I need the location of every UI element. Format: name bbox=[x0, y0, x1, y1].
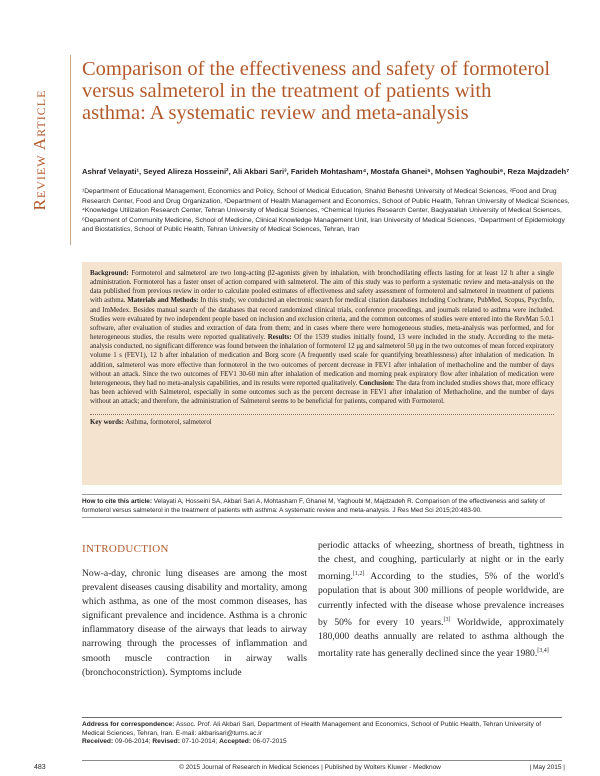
intro-text-3: Worldwide, approximately 180,000 deaths annually are related to asthma although the mortality rate has generally declined since the year 1980. bbox=[318, 616, 564, 660]
correspondence-label: Address for correspondence: bbox=[82, 721, 175, 728]
article-type-text: Review Article bbox=[30, 89, 49, 211]
dates-line: Received: 09-06-2014; Revised: 07-10-2014; Accepted: 06-07-2015 bbox=[82, 738, 287, 746]
keywords-divider bbox=[90, 414, 554, 415]
received-label: Received: bbox=[82, 738, 114, 746]
introduction-heading: INTRODUCTION bbox=[82, 543, 169, 555]
abstract-conclusion: The data from included studies shows that, more efficacy has been achieved with Salmeterol, especially in some outcomes such as the percent decrease in FEV1 after inhalation of Methacholine, and the number of days without an attack; and therefore, the administration of Salmeterol seems to be beneficial for patients, compared with Formoterol. bbox=[90, 379, 554, 406]
correspondence-address bbox=[82, 721, 562, 738]
author-list: Ashraf Velayati¹, Seyed Alireza Hosseini², Ali Akbari Sari³, Farideh Mohtasham⁴, Mostafa Ghanei⁵, Mohsen Yaghoubi⁶, Reza Majdzadeh⁷ bbox=[82, 167, 570, 176]
received-date: 09-06-2014 bbox=[115, 738, 149, 746]
introduction-paragraph-left: Now-a-day, chronic lung diseases are among the most prevalent diseases causing disability and mortality, among which asthma, as one of the most common diseases, has significant prevalence and incidence. Asthma is a chronic inflammatory disease of the airways that leads to airway narrowing through the processes of inflammation and smooth muscle contraction in airway walls (bronchoconstriction). Symptoms include bbox=[82, 568, 307, 678]
affiliations: ¹Department of Educational Management, Economics and Policy, School of Medical Education, Shahid Beheshti University of Medical Sciences, ²Food and Drug Research Center, Food and Drug Organization, ³Department of Health Management and Economics, School of Public Health, Tehran University of Medical Sciences, ⁴Knowledge Utilization Research Center, Tehran University of Medical Sciences, ⁵Chemical Injuries Research Center, Baqiyatallah University of Medical Sciences, ⁶Department of Community Medicine, School of Medicine, Clinical Knowledge Management Unit, Iran University of Medical Sciences, ⁷Department of Epidemiology and Biostatistics, School of Public Health, Tehran University of Medical Sciences, Tehran, Iran bbox=[82, 188, 570, 234]
correspondence-text: Assoc. Prof. Ali Akbari Sari, Department of Health Management and Economics, School of Public Health, Tehran University of Medical Sciences, Tehran, Iran. E-mail: akbarisari@tums.ac.ir bbox=[82, 721, 542, 737]
abstract-results-label: Results: bbox=[267, 334, 292, 342]
abstract-text bbox=[90, 269, 554, 406]
right-column bbox=[318, 539, 564, 661]
left-column bbox=[82, 543, 307, 680]
article-title: Comparison of the effectiveness and safety of formoterol versus salmeterol in the treatment of patients with asthma: A systematic review and meta-analysis bbox=[82, 58, 551, 124]
abstract-methods: In this study, we conducted an electronic search for medical citation databases including Cochrane, PubMed, Scopus, PsycInfo, and ImMedex. Besides manual search of the databases that record randomized clinical trials, conference proceedings, and journals related to asthma were included. Studies were evaluated by two independent people based on inclusion and exclusion criteria, and the common outcomes of studies were entered into the RevMan 5.0.1 software, after evaluation of studies and extraction of data from them; and in cases where there were homogeneous studies, meta-analysis was performed, and for heterogeneous studies, the results were reported qualitatively. bbox=[90, 297, 554, 342]
reference-link[interactable]: [1,2] bbox=[352, 571, 365, 578]
keywords-text: Asthma, formoterol, salmeterol bbox=[125, 419, 212, 427]
intro-text-2: According to the studies, 5% of the world's population that is about 300 millions of people worldwide, are currently infected with the disease whose prevalence increases by 50% for every 10 years. bbox=[318, 571, 564, 628]
reference-link[interactable]: [3] bbox=[443, 616, 451, 623]
reference-link[interactable]: [3,4] bbox=[537, 648, 549, 655]
abstract-results: Of the 1539 studies initially found, 13 were included in the study. According to the meta-analysis conducted, no significant difference was found between the inhalation of formoterol 12 μg and salmeterol 50 μg in the two outcomes of mean forced expiratory volume 1 s (FEV1), 12 h after inhalation of medication and Borg score (A frequently used scale for quantifying breathlessness) after inhalation of medication. In addition, salmeterol was more effective than formoterol in the two outcomes of percent decrease in FEV1 after inhalation of methacholine and the number of days without an attack. Since the two outcomes of FEV1 30-60 min after inhalation of medication and morning peak expiratory flow after inhalation of medication were heterogeneous, they had no meta-analysis capabilities, and its results were reported qualitatively. bbox=[90, 334, 555, 387]
page-footer bbox=[0, 760, 600, 776]
title-divider bbox=[70, 55, 71, 245]
abstract-background: Formoterol and salmeterol are two long-acting β2-agonists given by inhalation, with bronchodilating effects lasting for at least 12 h after a single administration. Formoterol has a faster onset of action compared with salmeterol. The aim of this study was to perform a systematic review and meta-analysis on the data published from previous review in order to calculate pooled estimates of effectiveness and safety assessment of formoterol and salmeterol in treatment of patients with asthma. bbox=[90, 270, 554, 305]
correspondence-block bbox=[82, 717, 562, 747]
footer-date: | May 2015 | bbox=[529, 764, 565, 771]
page-number: 483 bbox=[34, 764, 46, 771]
abstract-box bbox=[82, 262, 562, 485]
introduction-paragraph-right bbox=[318, 539, 564, 661]
intro-text-1: periodic attacks of wheezing, shortness of breath, tightness in the chest, and coughing, particularly at night or in the early morning. bbox=[318, 540, 564, 583]
citation-box bbox=[82, 494, 562, 518]
abstract-conclusion-label: Conclusion: bbox=[358, 379, 395, 387]
accepted-date: 06-07-2015 bbox=[252, 738, 287, 746]
revised-date: 07-10-2014 bbox=[181, 738, 216, 746]
citation-text: Velayati A, Hosseini SA, Akbari Sari A, Mohtasham F, Ghanei M, Yaghoubi M, Majdzadeh R. Comparison of the effectiveness and safety of formoterol versus salmeterol in the treatment of patients with asthma: A systematic review and meta-analysis. J Res Med Sci 2015;20:483-90. bbox=[82, 498, 545, 514]
abstract-background-label: Background: bbox=[90, 270, 129, 277]
keywords-label: Key words: bbox=[90, 419, 124, 427]
footer-publisher: © 2015 Journal of Research in Medical Sciences | Published by Wolters Kluwer - Medknow bbox=[179, 764, 441, 771]
article-type-label bbox=[30, 60, 48, 240]
abstract-methods-label: Materials and Methods: bbox=[127, 297, 199, 305]
footer-divider bbox=[82, 760, 562, 761]
citation-label: How to cite this article: bbox=[82, 498, 152, 505]
keywords bbox=[90, 419, 554, 426]
revised-label: Revised: bbox=[152, 738, 180, 746]
accepted-label: Accepted: bbox=[219, 738, 252, 746]
